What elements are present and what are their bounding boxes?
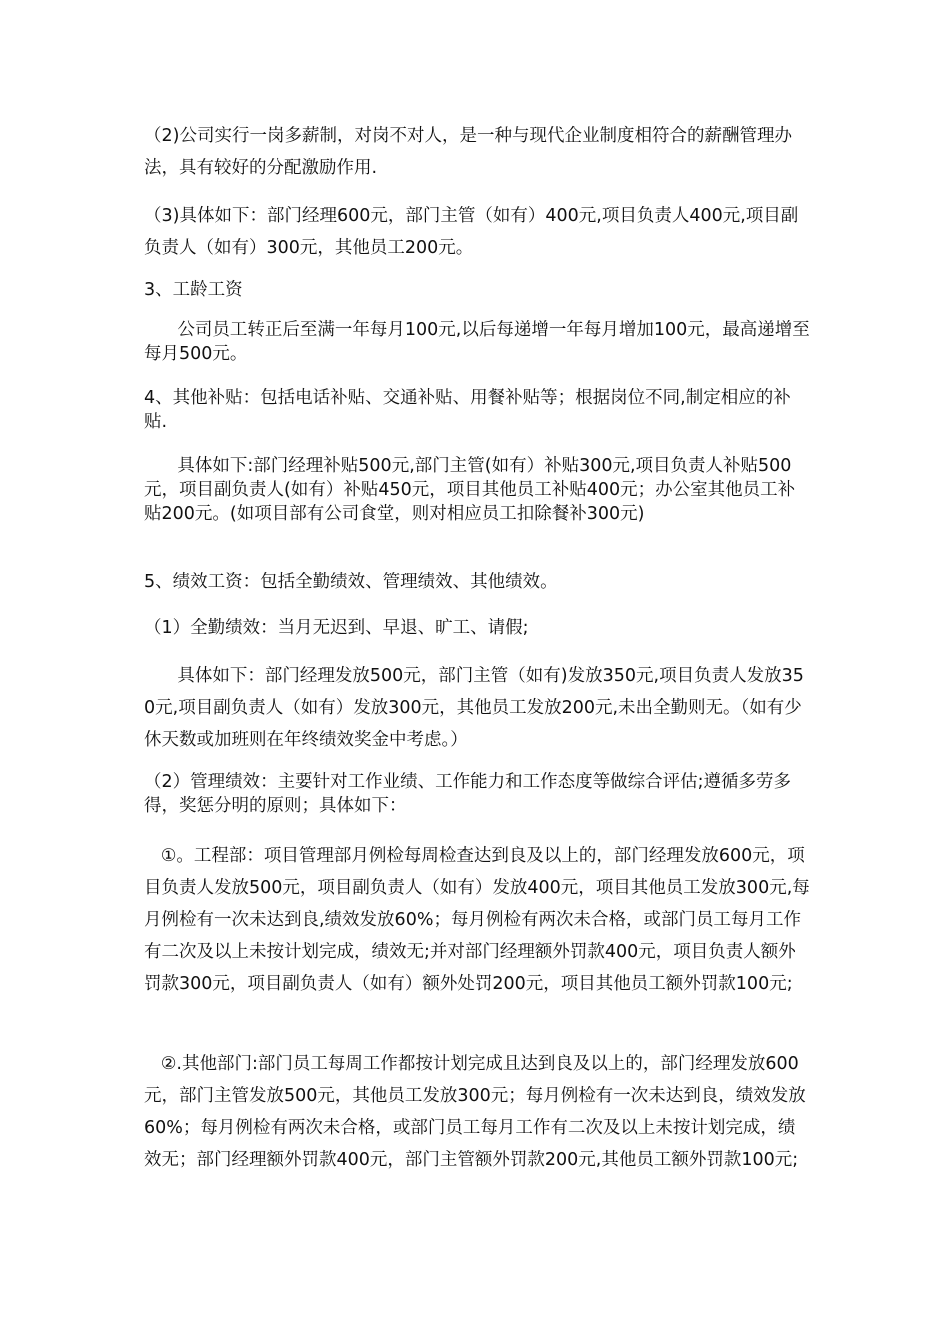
- paragraph-attendance-details: 具体如下：部门经理发放500元，部门主管（如有)发放350元,项目负责人发放350元,项目副负责人（如有）发放300元，其他员工发放200元,未出全勤则无。（如有少休天数或加班则在年终绩效奖金中考虑。）: [144, 666, 804, 750]
- paragraph-engineering-dept: ①。工程部：项目管理部月例检每周检查达到良及以上的，部门经理发放600元，项目负责人发放500元，项目副负责人（如有）发放400元，项目其他员工发放300元,每月例检有一次未达到良,绩效发放60%；每月例检有两次未合格，或部门员工每月工作有二次及以上未按计划完成，绩效无;并对部门经理额外罚款400元，项目负责人额外罚款300元，项目副负责人（如有）额外处罚200元，项目其他员工额外罚款100元;: [144, 846, 810, 994]
- heading-seniority-wage: 3、工龄工资: [144, 280, 243, 300]
- paragraph-attendance-performance: （1）全勤绩效：当月无迟到、早退、旷工、请假;: [144, 618, 529, 638]
- paragraph-position-salary-details: （3)具体如下：部门经理600元，部门主管（如有）400元,项目负责人400元,项目副负责人（如有）300元，其他员工200元。: [144, 206, 799, 258]
- paragraph-allowance-details: 具体如下:部门经理补贴500元,部门主管(如有）补贴300元,项目负责人补贴500元，项目副负责人(如有）补贴450元，项目其他员工补贴400元；办公室其他员工补贴200元。(如项目部有公司食堂，则对相应员工扣除餐补300元): [144, 456, 796, 524]
- paragraph-other-depts: ②.其他部门:部门员工每周工作都按计划完成且达到良及以上的，部门经理发放600元，部门主管发放500元，其他员工发放300元；每月例检有一次未达到良，绩效发放60%；每月例检有两次未合格，或部门员工每月工作有二次及以上未按计划完成，绩效无；部门经理额外罚款400元，部门主管额外罚款200元,其他员工额外罚款100元;: [144, 1054, 806, 1170]
- paragraph-management-performance: （2）管理绩效：主要针对工作业绩、工作能力和工作态度等做综合评估;遵循多劳多得，奖惩分明的原则；具体如下：: [144, 772, 792, 816]
- heading-performance-wage: 5、绩效工资：包括全勤绩效、管理绩效、其他绩效。: [144, 572, 558, 592]
- paragraph-seniority-wage-details: 公司员工转正后至满一年每月100元,以后每递增一年每月增加100元，最高递增至每月500元。: [144, 320, 810, 364]
- paragraph-other-allowances: 4、其他补贴：包括电话补贴、交通补贴、用餐补贴等；根据岗位不同,制定相应的补贴.: [144, 388, 791, 432]
- paragraph-salary-system: （2)公司实行一岗多薪制，对岗不对人，是一种与现代企业制度相符合的薪酬管理办法，具有较好的分配激励作用.: [144, 126, 792, 178]
